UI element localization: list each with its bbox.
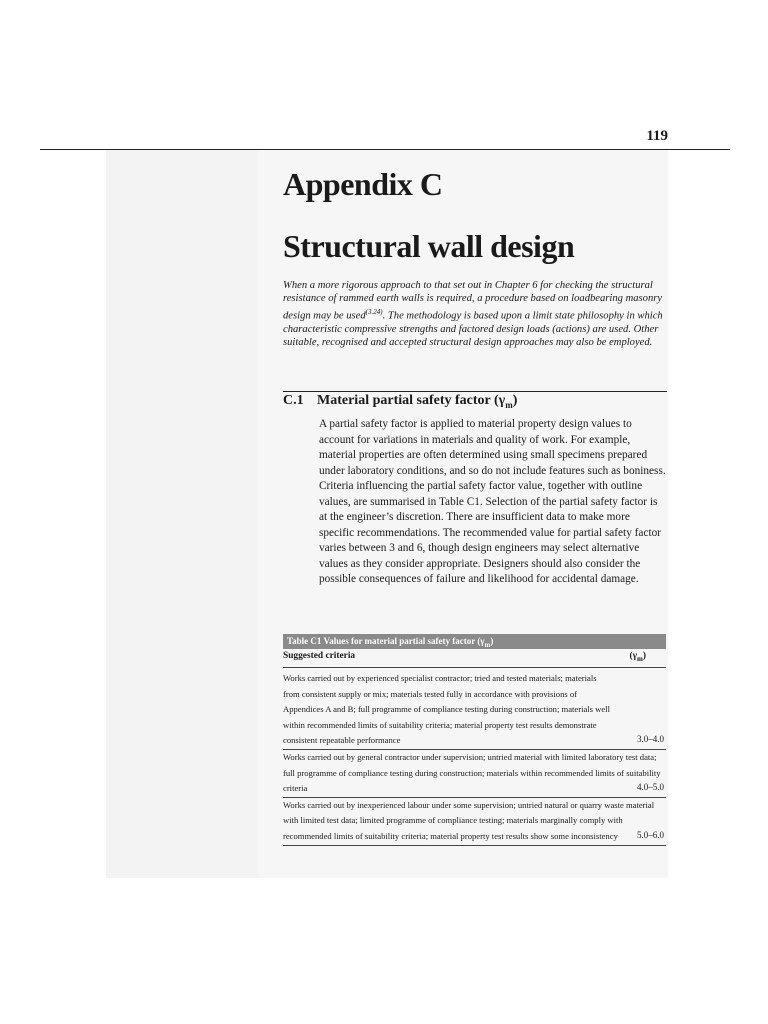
- section-title: Material partial safety factor (γ: [317, 393, 506, 408]
- intro-text-start: When a more rigorous approach to that set out in Chapter 6 for checking the structural resistance of rammed earth walls is required, a procedure based on loadbearing masonry design may be used: [283, 280, 663, 322]
- table-caption-text: Table C1 Values for material partial safety factor (γ: [287, 636, 485, 646]
- section-title-subscript: m: [505, 399, 513, 410]
- table-row: [283, 798, 666, 846]
- intro-reference: (3.24): [365, 307, 383, 316]
- row-value: 5.0–6.0: [637, 829, 664, 840]
- section-title-end: ): [512, 393, 518, 408]
- table-caption-subscript: m: [484, 640, 491, 649]
- table-row: [283, 668, 666, 750]
- row-criteria: Works carried out by experienced specialist contractor; tried and tested materials; materials from consistent supply or mix; materials tested fully in accordance with provisions of Appendices A and B; full programme of compliance testing during construction; materials well within recommended limits of suitability criteria; material property test results demonstrate consistent repeatable performance: [283, 673, 610, 746]
- header-value: [630, 649, 646, 667]
- intro-text-end: . The methodology is based upon a limit state philosophy in which characteristic compressive strengths and factored design loads (actions) are used. Other suitable, recognised and accepted structural design approaches may also be employed.: [283, 310, 663, 349]
- appendix-title: Structural wall design: [283, 228, 575, 264]
- appendix-label: Appendix C: [283, 166, 443, 202]
- table-row: [283, 750, 666, 798]
- section-number: C.1: [283, 393, 304, 408]
- table-caption-end: ): [490, 636, 494, 646]
- header-rule: [40, 149, 730, 150]
- intro-paragraph: [283, 279, 667, 350]
- page-number: 119: [646, 128, 668, 144]
- section-rule: [283, 391, 667, 392]
- row-criteria: Works carried out by inexperienced labour under some supervision; untried natural or quarry waste material with limited test data; limited programme of compliance testing; materials marginally comply with recommended limits of suitability criteria; material property test results show some inconsistency: [283, 799, 655, 841]
- safety-factor-table: [283, 634, 666, 846]
- section-heading: [283, 393, 517, 410]
- table-caption: [283, 634, 666, 649]
- header-criteria: Suggested criteria: [283, 651, 356, 661]
- header-value-subscript: m: [637, 654, 643, 663]
- row-criteria: Works carried out by general contractor under supervision; untried material with limited laboratory test data; full programme of compliance testing during construction; materials within recommended limits of suitability criteria: [283, 751, 661, 794]
- table-header-row: [283, 649, 666, 668]
- left-margin-panel: [106, 150, 258, 878]
- section-body: A partial safety factor is applied to material property design values to account for variations in materials and quality of work. For example, material properties are often determined using small specimens prepared under laboratory conditions, and so do not include features such as boniness. Criteria influencing the partial safety factor value, together with outline values, are summarised in Table C1. Selection of the partial safety factor is at the engineer’s discretion. There are insufficient data to make more specific recommendations. The recommended value for partial safety factor varies between 3 and 6, though design engineers may select alternative values as they consider appropriate. Designers should also consider the possible consequences of failure and likelihood for accidental damage.: [319, 418, 666, 585]
- header-value-text: (γ: [629, 651, 638, 661]
- row-value: 4.0–5.0: [637, 782, 664, 793]
- header-value-end: ): [642, 651, 646, 661]
- row-value: 3.0–4.0: [637, 734, 664, 745]
